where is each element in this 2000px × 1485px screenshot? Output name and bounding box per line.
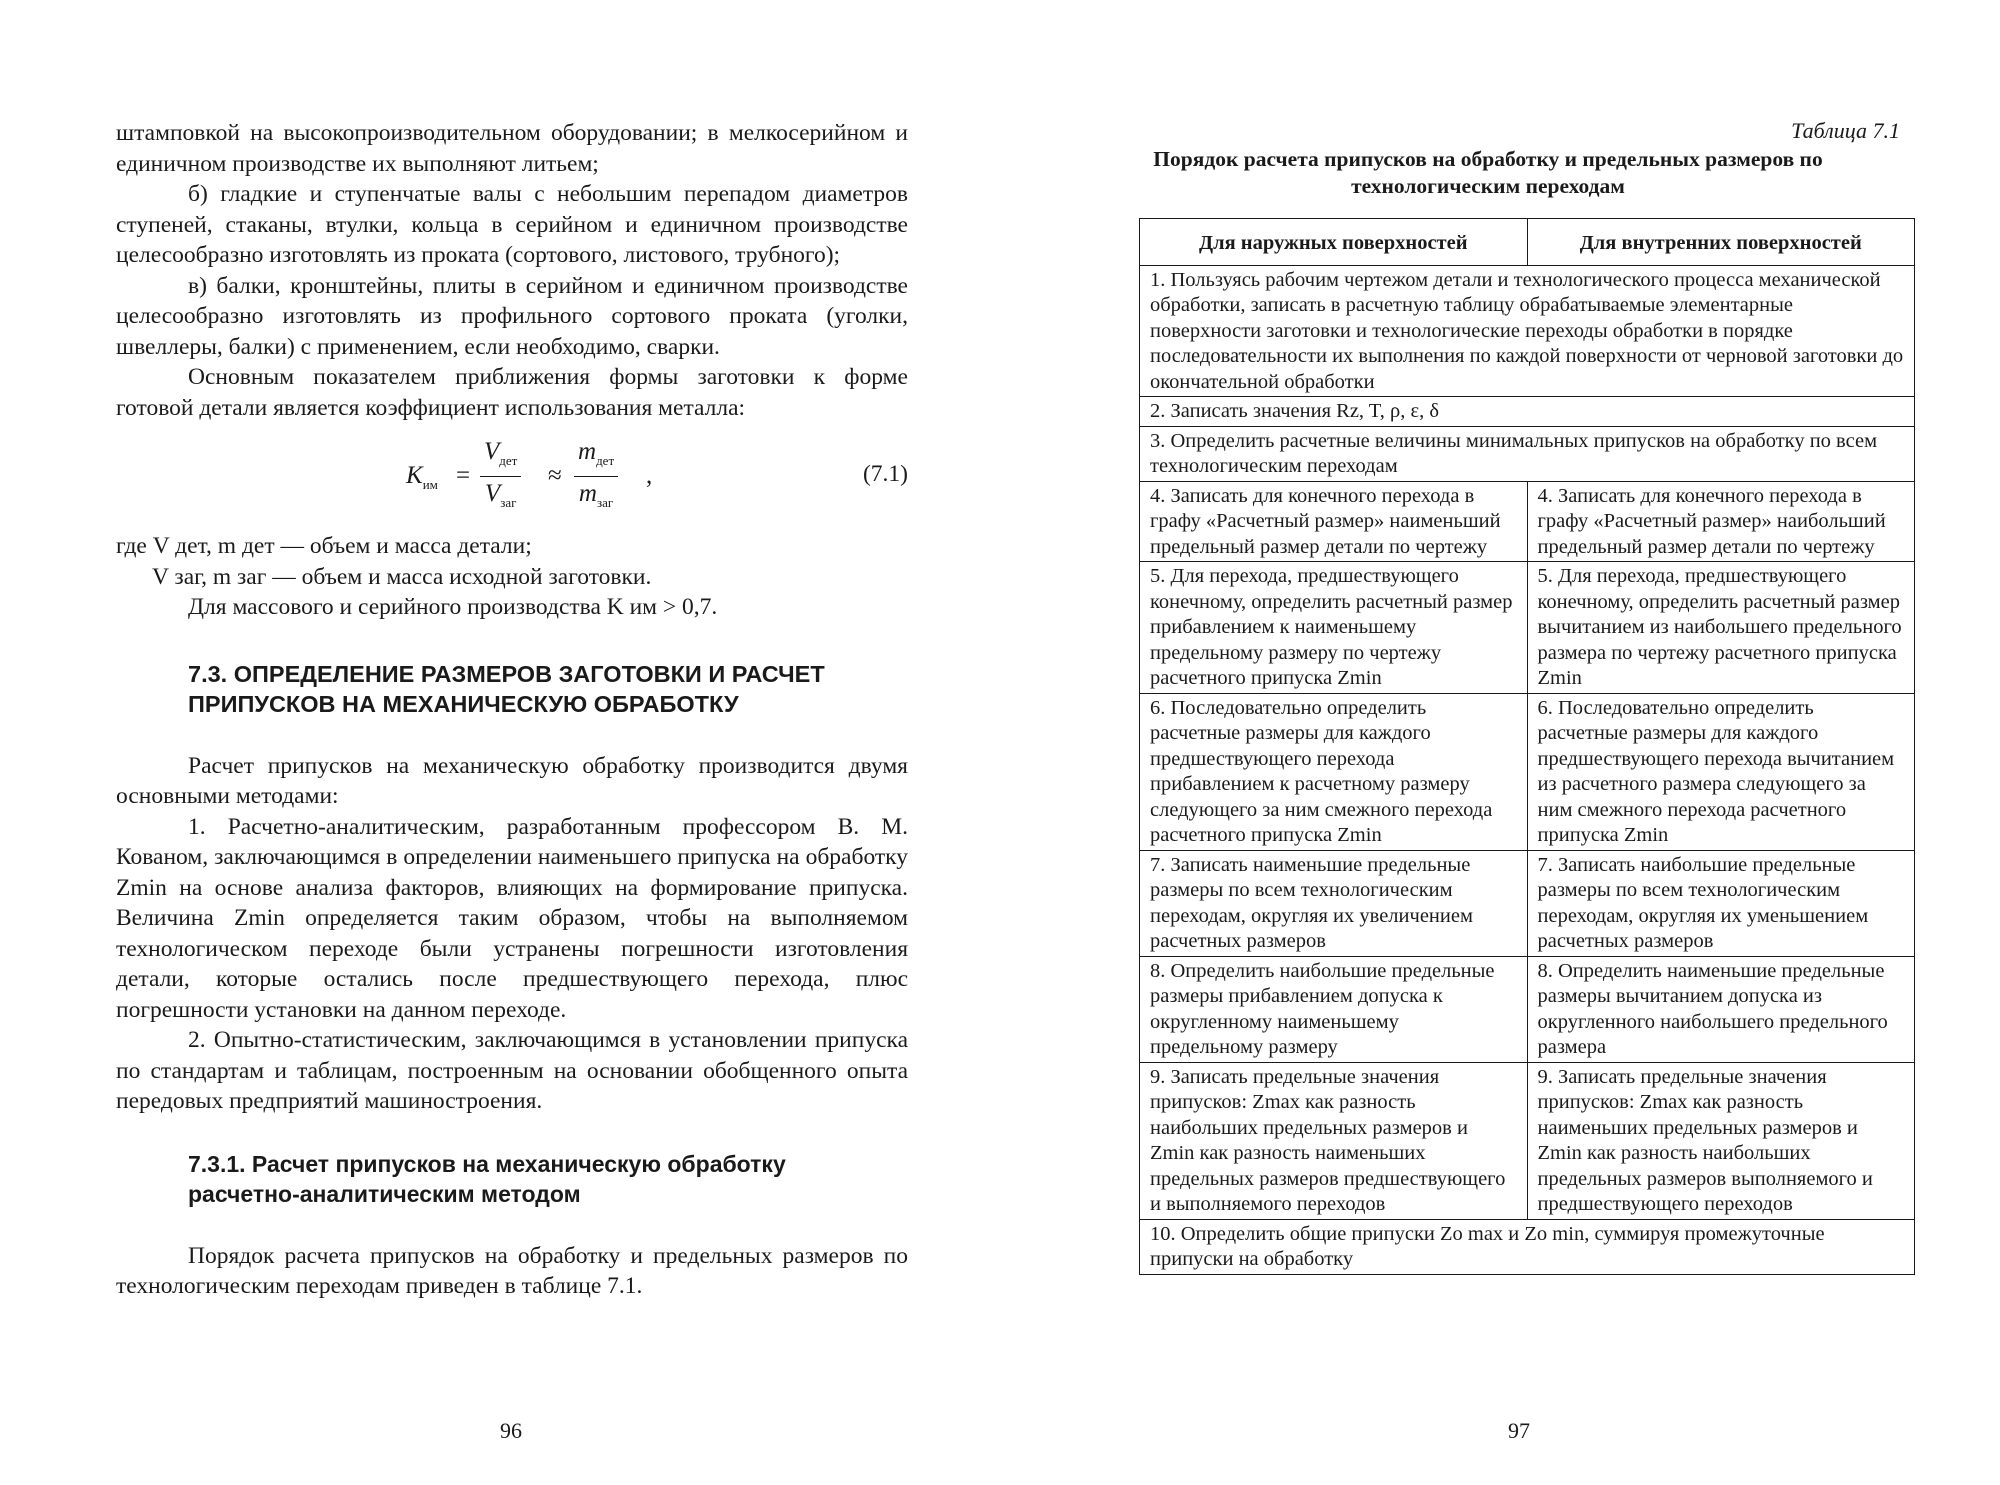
table-cell: 4. Записать для конечного перехода в графу «Расчетный размер» наименьший предельный размер детали по чертежу <box>1140 481 1528 562</box>
table-cell: 4. Записать для конечного перехода в графу «Расчетный размер» наибольший предельный размер детали по чертежу <box>1527 481 1915 562</box>
table-cell: 9. Записать предельные значения припусков: Zmax как разность наименьших предельных размеров и Zmin как разность наибольших предельных размеров выполняемого и предшествующего переходов <box>1527 1062 1915 1219</box>
table-row <box>1140 562 1915 694</box>
formula-approx: ≈ <box>548 462 562 489</box>
subsection-heading: 7.3.1. Расчет припусков на механическую обработку расчетно-аналитическим методом <box>188 1150 786 1207</box>
table-cell: 1. Пользуясь рабочим чертежом детали и технологического процесса механической обработки, записать в расчетную таблицу обрабатываемые элементарные поверхности заготовки и технологические переходы обработки в порядке последовательности их выполнения по каждой поверхности от черновой заготовки до окончательной обработки <box>1140 265 1915 397</box>
formula-7-1 <box>116 437 908 523</box>
paragraph: в) балки, кронштейны, плиты в серийном и единичном производстве целесообразно изготовлять из профильного сортового проката (уголки, швеллеры, балки) с применением, если необходимо, сварки. <box>116 272 908 360</box>
formula-number: (7.1) <box>862 461 908 487</box>
where-line: V заг, m заг — объем и масса исходной заготовки. <box>152 563 652 590</box>
page-number: 97 <box>1508 1418 1530 1443</box>
table-cell: 5. Для перехода, предшествующего конечному, определить расчетный размер вычитанием из наибольшего предельного размера по чертежу расчетного припуска Zmin <box>1527 562 1915 694</box>
formula-equals: = <box>456 462 471 489</box>
section-heading: 7.3. ОПРЕДЕЛЕНИЕ РАЗМЕРОВ ЗАГОТОВКИ И РАСЧЕТ ПРИПУСКОВ НА МЕХАНИЧЕСКУЮ ОБРАБОТКУ <box>188 660 825 717</box>
column-header-inner: Для внутренних поверхностей <box>1527 219 1915 266</box>
table-cell: 8. Определить наибольшие предельные размеры прибавлением допуска к округленному наименьшему предельному размеру <box>1140 956 1528 1062</box>
table-cell: 7. Записать наибольшие предельные размеры по всем технологическим переходам, округляя их уменьшением расчетных размеров <box>1527 850 1915 956</box>
formula-comma: , <box>646 462 653 489</box>
table-caption: Таблица 7.1 <box>1791 118 1900 143</box>
table-row <box>1140 850 1915 956</box>
table-cell: 8. Определить наименьшие предельные размеры вычитанием допуска из округленного наибольшего предельного размера <box>1527 956 1915 1062</box>
paragraph: Расчет припусков на механическую обработку производится двумя основными методами: <box>116 752 908 809</box>
paragraph: Для массового и серийного производства K им > 0,7. <box>188 594 718 620</box>
column-header-outer: Для наружных поверхностей <box>1140 219 1528 266</box>
allowance-table <box>1139 218 1915 1275</box>
left-page-text <box>116 118 908 1302</box>
paragraph: б) гладкие и ступенчатые валы с небольшим перепадом диаметров ступеней, стаканы, втулки, кольца в серийном и единичном производстве целесообразно изготовлять из проката (сортового, листового, трубного); <box>116 181 908 268</box>
paragraph: 1. Расчетно-аналитическим, разработанным профессором В. М. Кованом, заключающимся в определении наименьшего припуска на обработку Zmin на основе анализа факторов, влияющих на формирование припуска. Величина Zmin определяется таким образом, чтобы на выполняемом технологическом переходе были устранены погрешности изготовления детали, которые остались после предшествующего перехода, плюс погрешности установки на данном переходе. <box>116 813 908 1023</box>
table-row <box>1140 1219 1915 1274</box>
right-page <box>1000 0 2000 1485</box>
formula-mass-fraction: $m_{дет}$ $m_{заг}$ <box>574 437 618 518</box>
paragraph: Порядок расчета припусков на обработку и предельных размеров по технологическим переходам приведен в таблице 7.1. <box>116 1242 908 1299</box>
table-row <box>1140 265 1915 397</box>
page-number: 96 <box>500 1418 522 1443</box>
table-row <box>1140 426 1915 481</box>
table-cell: 5. Для перехода, предшествующего конечному, определить расчетный размер прибавлением к наименьшему предельному размеру по чертежу расчетного припуска Zmin <box>1140 562 1528 694</box>
paragraph: 2. Опытно-статистическим, заключающимся в установлении припуска по стандартам и таблицам, построенным на основании обобщенного опыта передовых предприятий машиностроения. <box>116 1027 908 1114</box>
table-row <box>1140 481 1915 562</box>
table-row <box>1140 956 1915 1062</box>
table-cell: 10. Определить общие припуски Zo max и Zo min, суммируя промежуточные припуски на обработку <box>1140 1219 1915 1274</box>
table-title: Порядок расчета припусков на обработку и предельных размеров по технологическим переходам <box>1153 147 1823 198</box>
table-row <box>1140 1062 1915 1219</box>
table-cell: 7. Записать наименьшие предельные размеры по всем технологическим переходам, округляя их увеличением расчетных размеров <box>1140 850 1528 956</box>
table-cell: 9. Записать предельные значения припусков: Zmax как разность наибольших предельных размеров и Zmin как разность наименьших предельных размеров предшествующего и выполняемого переходов <box>1140 1062 1528 1219</box>
table-cell: 6. Последовательно определить расчетные размеры для каждого предшествующего перехода вычитанием из расчетного размера следующего за ним смежного перехода расчетного припуска Zmin <box>1527 693 1915 850</box>
formula-volume-fraction: $V_{дет}$ $V_{заг}$ <box>480 437 521 518</box>
formula-k: $K_{им}$ <box>406 462 438 492</box>
table-row <box>1140 693 1915 850</box>
paragraph: штамповкой на высокопроизводительном оборудовании; в мелкосерийном и единичном производстве их выполняют литьем; <box>116 120 908 177</box>
table-header-row <box>1140 219 1915 266</box>
table-cell: 2. Записать значения Rz, T, ρ, ε, δ <box>1140 397 1915 427</box>
table-cell: 6. Последовательно определить расчетные размеры для каждого предшествующего перехода прибавлением к расчетному размеру следующего за ним смежного перехода расчетного припуска Zmin <box>1140 693 1528 850</box>
table-row <box>1140 397 1915 427</box>
table-cell: 3. Определить расчетные величины минимальных припусков на обработку по всем технологическим переходам <box>1140 426 1915 481</box>
paragraph: Основным показателем приближения формы заготовки к форме готовой детали является коэффициент использования металла: <box>116 364 908 421</box>
where-line: где V дет, m дет — объем и масса детали; <box>116 533 532 559</box>
